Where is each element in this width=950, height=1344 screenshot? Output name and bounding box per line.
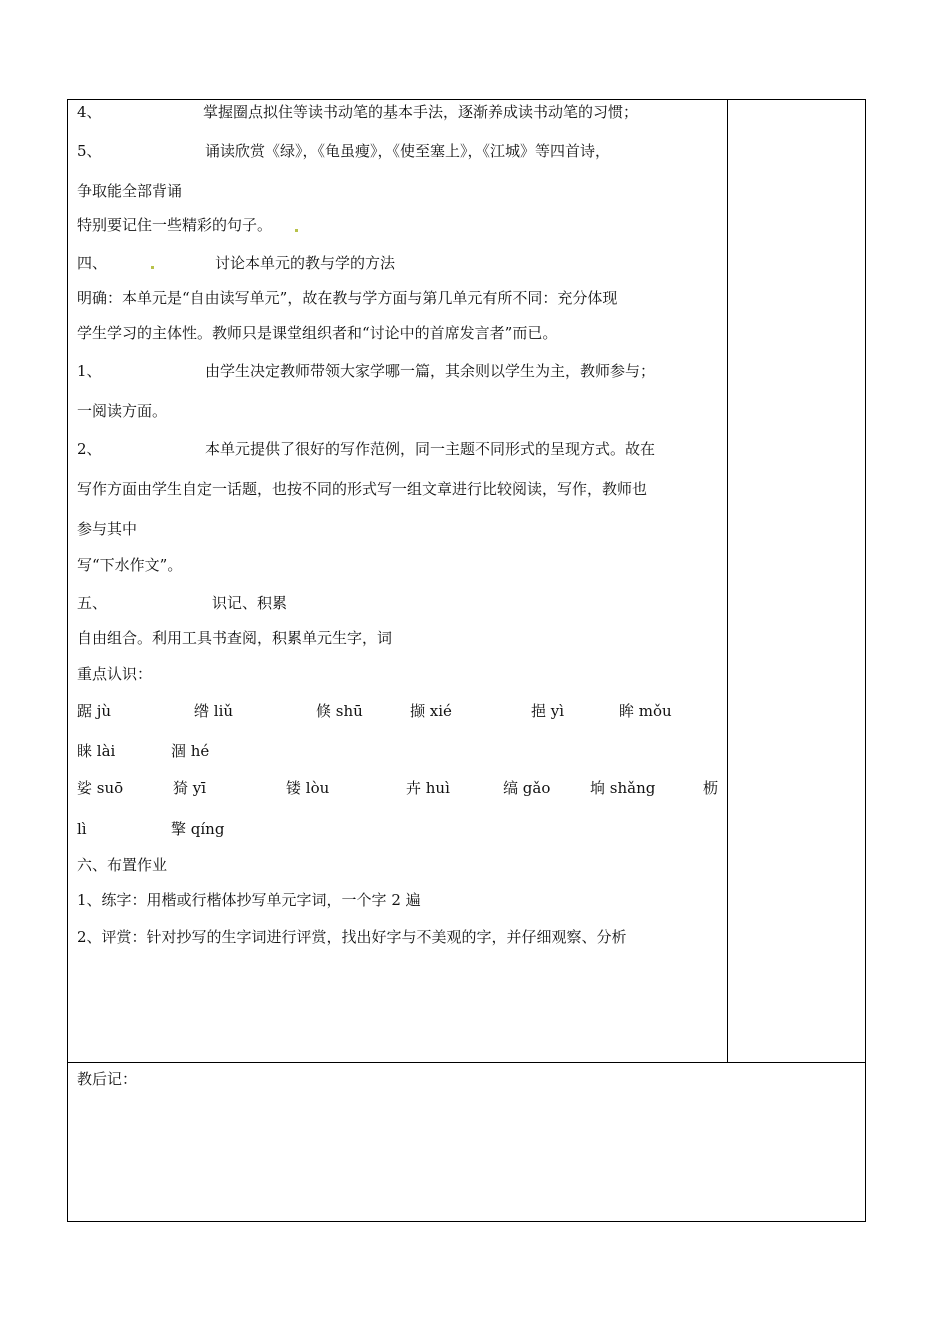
item5-line3: 特别要记住一些精彩的句子。	[77, 216, 273, 234]
vocab-item: 擎 qíng	[171, 820, 225, 838]
section5-number: 五、	[77, 594, 108, 612]
vocab-item: 镂 lòu	[286, 779, 330, 797]
vocab-item: 倏 shū	[316, 702, 363, 720]
section5-line1: 自由组合。利用工具书查阅，积累单元生字，词	[77, 629, 393, 647]
section4-number: 四、	[77, 254, 108, 272]
mark-dot	[151, 266, 154, 269]
homework-2: 2、评赏：针对抄写的生字词进行评赏，找出好字与不美观的字，并仔细观察、分析	[77, 928, 627, 946]
item5-number: 5、	[77, 142, 102, 160]
post-lesson-notes-label: 教后记：	[77, 1070, 138, 1088]
table-divider-horizontal	[67, 1062, 866, 1063]
method2-number: 2、	[77, 440, 102, 458]
section4-title: 讨论本单元的教与学的方法	[215, 254, 396, 272]
section5-title: 识记、积累	[212, 594, 288, 612]
vocab-item: 垧 shǎng	[590, 779, 656, 797]
clarify-line1: 明确：本单元是“自由读写单元”，故在教与学方面与第几单元有所不同：充分体现	[77, 289, 618, 307]
vocab-item: 撷 xié	[410, 702, 452, 720]
method2-line4: 写“下水作文”。	[77, 556, 183, 574]
method1-line2: 一阅读方面。	[77, 402, 168, 420]
vocab-item: 卉 huì	[406, 779, 450, 797]
item5-line2: 争取能全部背诵	[77, 182, 183, 200]
method1-text: 由学生决定教师带领大家学哪一篇，其余则以学生为主，教师参与；	[205, 362, 656, 380]
vocab-item: lì	[77, 820, 87, 838]
vocab-item: 娑 suō	[77, 779, 124, 797]
table-divider-vertical	[727, 99, 728, 1062]
vocab-item: 枥	[703, 779, 719, 797]
item4-text: 掌握圈点拟住等读书动笔的基本手法，逐渐养成读书动笔的习惯；	[203, 103, 639, 121]
vocab-item: 绺 liǔ	[194, 702, 234, 720]
vocab-item: 踞 jù	[77, 702, 112, 720]
clarify-line2: 学生学习的主体性。教师只是课堂组织者和“讨论中的首席发言者”而已。	[77, 324, 558, 342]
homework-1: 1、练字：用楷或行楷体抄写单元字词，一个字 2 遍	[77, 891, 421, 909]
vocab-item: 睐 lài	[77, 742, 116, 760]
method2-line3: 参与其中	[77, 520, 138, 538]
lesson-table	[67, 99, 866, 1222]
vocab-item: 缟 gǎo	[503, 779, 551, 797]
mark-dot	[295, 229, 298, 232]
method2-text: 本单元提供了很好的写作范例，同一主题不同形式的呈现方式。故在	[205, 440, 656, 458]
item4-number: 4、	[77, 103, 102, 121]
item5-text: 诵读欣赏《绿》，《龟虽瘦》，《使至塞上》，《江城》等四首诗，	[205, 142, 611, 160]
key-label: 重点认识：	[77, 665, 153, 683]
vocab-item: 涸 hé	[171, 742, 210, 760]
vocab-item: 猗 yī	[173, 779, 207, 797]
vocab-item: 挹 yì	[531, 702, 565, 720]
method2-line2: 写作方面由学生自定一话题，也按不同的形式写一组文章进行比较阅读，写作，教师也	[77, 480, 648, 498]
vocab-item: 眸 mǒu	[619, 702, 672, 720]
method1-number: 1、	[77, 362, 102, 380]
section6-title: 六、布置作业	[77, 856, 168, 874]
